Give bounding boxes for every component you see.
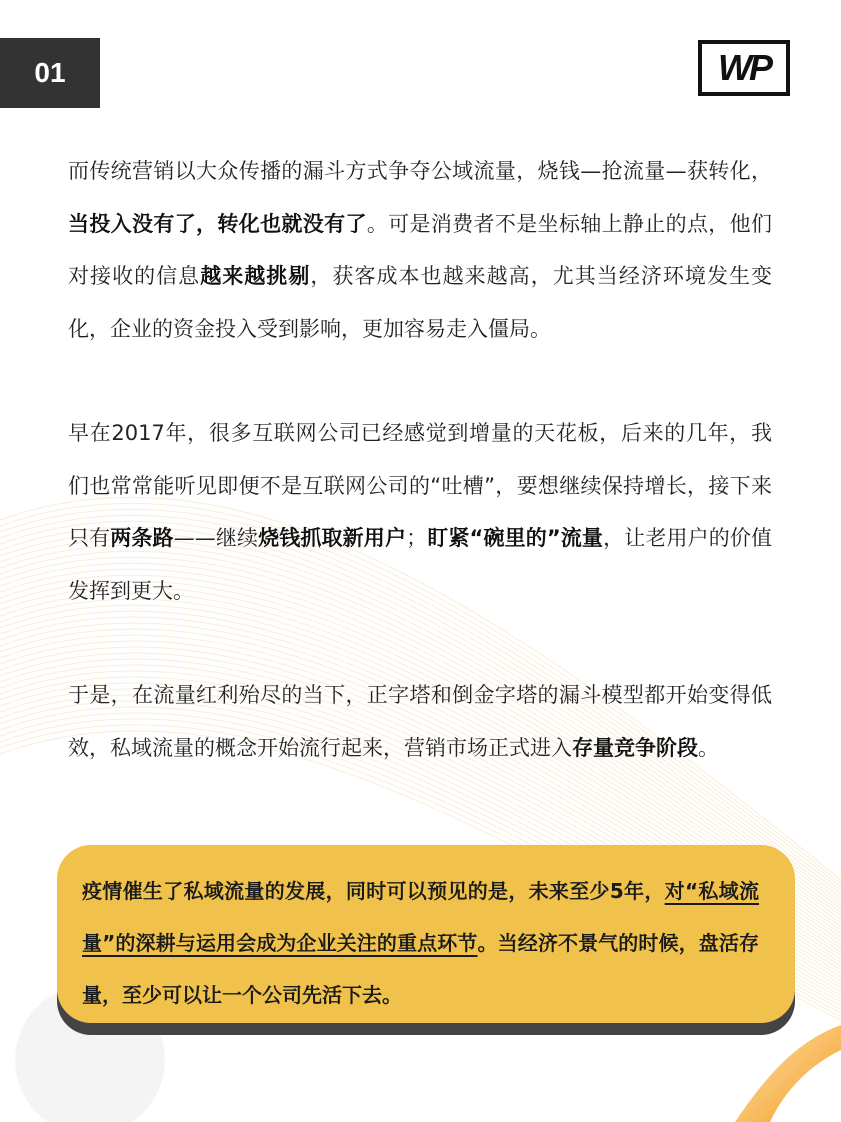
text-segment: 早在2017年，很多互联网公司已经感觉到增量的天花板，后来的几年，我们也常常能听见即便不是互联网公司的“吐槽”，要想继续保持增长，接下来只有 [68,421,772,550]
bold-emphasis: 烧钱抓取新用户 [258,526,407,550]
article-body [68,145,772,826]
bold-emphasis: 两条路 [110,526,174,550]
bold-emphasis: 越来越挑剔 [200,264,311,288]
page-number-badge: 01 [0,38,100,108]
text-segment: 于是，在流量红利殆尽的当下，正字塔和倒金字塔的漏斗模型都开始变得低效，私域流量的概念开始流行起来，营销市场正式进入 [68,683,772,760]
paragraph-2 [68,407,772,617]
highlight-callout [57,845,795,1023]
text-segment: ——继续 [173,526,259,550]
text-segment: ； [406,526,428,550]
text-segment: 疫情催生了私域流量的发展，同时可以预见的是，未来至少5年， [82,879,665,903]
text-segment: 。 [698,735,719,760]
text-segment: 。当经济不景气的时候，盘活存量，至少可以让一个公司先活下去。 [82,931,759,1007]
paragraph-3 [68,669,772,774]
callout-text [57,845,795,1023]
bold-emphasis: 存量竞争阶段 [572,735,698,760]
wp-logo: WP [698,40,790,96]
paragraph-1 [68,145,772,355]
text-segment: 而传统营销以大众传播的漏斗方式争夺公域流量，烧钱—抢流量—获转化， [68,159,772,183]
text-segment: ，让老用户的价值发挥到更大。 [68,526,773,603]
text-segment: ，获客成本也越来越高，尤其当经济环境发生变化，企业的资金投入受到影响，更加容易走入僵局。 [68,264,773,341]
text-segment: 。可是消费者不是坐标轴上静止的点，他们对接收的信息 [68,211,772,288]
bold-emphasis: 盯紧“碗里的”流量 [427,526,604,550]
bold-emphasis: 当投入没有了，转化也就没有了 [68,211,367,236]
underlined-emphasis: 对“私域流量”的深耕与运用会成为企业关注的重点环节 [82,879,759,955]
